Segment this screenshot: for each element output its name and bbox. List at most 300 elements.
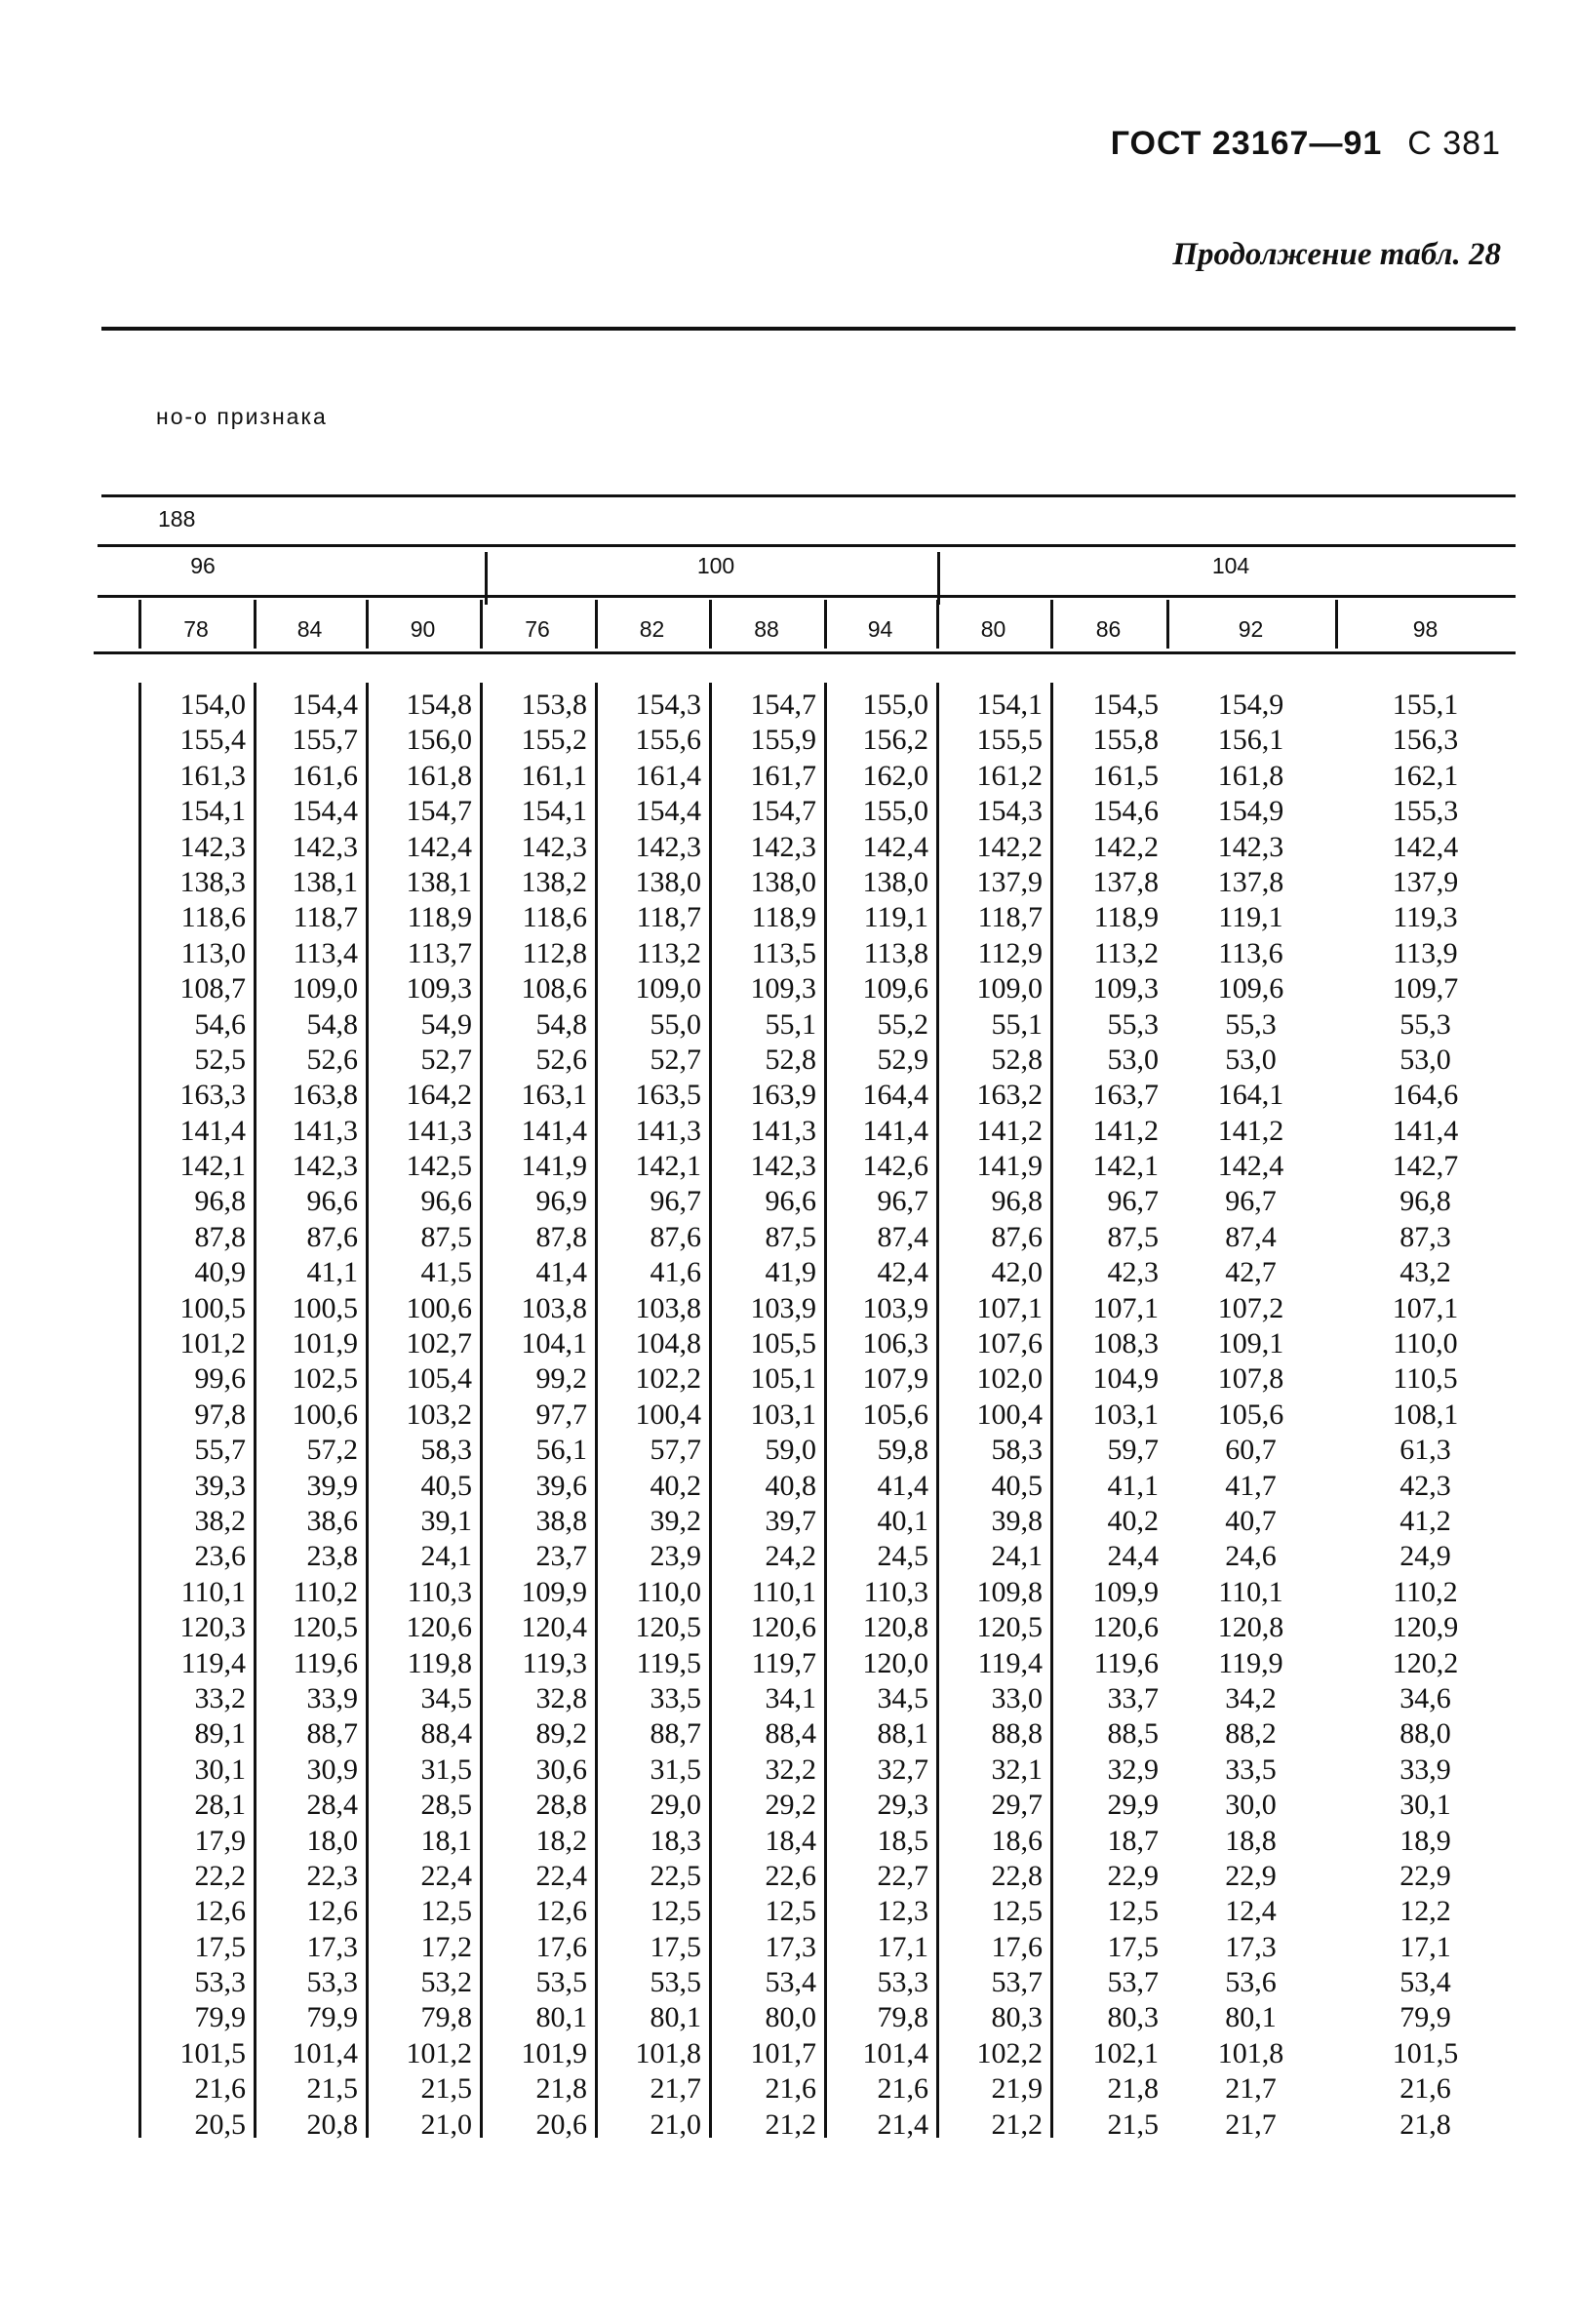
table-cell: 119,1 <box>863 901 928 934</box>
table-cell: 109,1 <box>1217 1327 1284 1360</box>
table-cell: 24,4 <box>1107 1540 1159 1573</box>
table-column <box>942 688 1043 2143</box>
table-cell: 118,9 <box>1093 901 1159 934</box>
table-cell: 118,7 <box>977 901 1043 934</box>
table-cell: 53,3 <box>877 1966 928 1999</box>
table-cell: 88,4 <box>420 1717 472 1751</box>
table-cell: 80,1 <box>535 2001 587 2034</box>
body-divider <box>824 683 827 2138</box>
table-cell: 142,3 <box>521 830 587 863</box>
table-cell: 101,8 <box>1217 2036 1284 2069</box>
table-cell: 101,4 <box>292 2036 358 2069</box>
table-cell: 141,4 <box>862 1114 928 1147</box>
table-cell: 21,9 <box>991 2072 1043 2106</box>
table-cell: 155,2 <box>521 724 587 757</box>
table-cell: 12,5 <box>650 1895 701 1928</box>
standard-number: ГОСТ 23167—91 <box>1110 125 1383 162</box>
table-cell: 22,2 <box>194 1859 246 1892</box>
table-cell: 138,0 <box>635 865 701 898</box>
group-label-188: 188 <box>158 506 196 532</box>
table-column <box>1172 688 1329 2143</box>
table-cell: 21,0 <box>650 2107 701 2141</box>
table-cell: 141,4 <box>521 1114 587 1147</box>
column-divider <box>1166 600 1169 649</box>
group-divider <box>485 552 488 605</box>
table-cell: 142,1 <box>1092 1150 1159 1183</box>
table-cell: 33,0 <box>991 1681 1043 1714</box>
table-cell: 141,3 <box>292 1114 358 1147</box>
table-cell: 109,3 <box>750 972 816 1005</box>
table-cell: 53,3 <box>194 1966 246 1999</box>
table-cell: 12,5 <box>420 1895 472 1928</box>
table-cell: 30,9 <box>306 1753 358 1786</box>
table-cell: 29,0 <box>650 1789 701 1822</box>
table-cell: 52,9 <box>877 1043 928 1076</box>
table-cell: 142,4 <box>862 830 928 863</box>
table-cell: 138,3 <box>179 865 246 898</box>
table-cell: 163,5 <box>635 1079 701 1112</box>
table-cell: 154,1 <box>976 689 1043 721</box>
table-cell: 118,9 <box>407 901 472 934</box>
table-cell: 155,7 <box>292 724 358 757</box>
table-cell: 109,0 <box>292 972 358 1005</box>
header-rule <box>94 651 1516 654</box>
table-cell: 20,8 <box>306 2107 358 2141</box>
table-cell: 142,4 <box>406 830 472 863</box>
table-cell: 89,1 <box>194 1717 246 1751</box>
table-cell: 155,5 <box>976 724 1043 757</box>
table-cell: 100,6 <box>406 1291 472 1324</box>
table-cell: 12,6 <box>535 1895 587 1928</box>
table-cell: 137,8 <box>1092 865 1159 898</box>
table-cell: 33,5 <box>1225 1753 1277 1786</box>
table-cell: 21,2 <box>991 2107 1043 2141</box>
table-cell: 38,8 <box>535 1504 587 1537</box>
table-cell: 52,8 <box>991 1043 1043 1076</box>
table-cell: 79,8 <box>420 2001 472 2034</box>
table-cell: 41,6 <box>650 1256 701 1289</box>
table-cell: 29,3 <box>877 1789 928 1822</box>
table-cell: 155,1 <box>1392 689 1459 721</box>
table-cell: 100,6 <box>292 1398 358 1431</box>
table-cell: 118,9 <box>751 901 816 934</box>
table-cell: 40,9 <box>194 1256 246 1289</box>
table-cell: 138,2 <box>521 865 587 898</box>
table-cell: 96,6 <box>765 1185 816 1218</box>
table-column <box>830 688 928 2143</box>
table-cell: 107,2 <box>1217 1291 1284 1324</box>
column-divider <box>366 600 369 649</box>
table-cell: 60,7 <box>1225 1434 1277 1467</box>
table-cell: 31,5 <box>420 1753 472 1786</box>
table-cell: 39,6 <box>535 1469 587 1502</box>
table-cell: 79,9 <box>1400 2001 1451 2034</box>
table-cell: 119,6 <box>293 1646 358 1679</box>
table-cell: 141,2 <box>976 1114 1043 1147</box>
table-cell: 41,9 <box>765 1256 816 1289</box>
table-cell: 21,7 <box>1225 2107 1277 2141</box>
table-cell: 113,6 <box>1218 936 1283 969</box>
table-cell: 88,7 <box>650 1717 701 1751</box>
table-cell: 32,8 <box>535 1681 587 1714</box>
table-cell: 53,5 <box>535 1966 587 1999</box>
table-cell: 119,3 <box>522 1646 587 1679</box>
table-cell: 103,9 <box>750 1291 816 1324</box>
table-cell: 52,8 <box>765 1043 816 1076</box>
table-cell: 101,5 <box>179 2036 246 2069</box>
table-cell: 108,7 <box>179 972 246 1005</box>
table-cell: 56,1 <box>535 1434 587 1467</box>
table-cell: 161,2 <box>976 759 1043 792</box>
table-cell: 120,5 <box>635 1611 701 1644</box>
table-cell: 39,3 <box>194 1469 246 1502</box>
table-cell: 17,6 <box>991 1930 1043 1963</box>
table-cell: 112,9 <box>977 936 1043 969</box>
page-number: С 381 <box>1407 125 1501 162</box>
table-cell: 34,5 <box>420 1681 472 1714</box>
body-divider <box>595 683 598 2138</box>
table-cell: 99,2 <box>535 1362 587 1396</box>
column-header: 94 <box>867 616 893 642</box>
table-cell: 103,9 <box>862 1291 928 1324</box>
table-cell: 17,6 <box>535 1930 587 1963</box>
table-cell: 102,0 <box>976 1362 1043 1396</box>
table-cell: 18,5 <box>877 1824 928 1857</box>
table-cell: 40,2 <box>650 1469 701 1502</box>
table-cell: 24,6 <box>1225 1540 1277 1573</box>
column-header: 82 <box>639 616 665 642</box>
table-cell: 101,2 <box>179 1327 246 1360</box>
table-cell: 141,2 <box>1092 1114 1159 1147</box>
table-cell: 34,6 <box>1400 1681 1451 1714</box>
table-cell: 137,9 <box>976 865 1043 898</box>
table-cell: 142,4 <box>1392 830 1459 863</box>
table-cell: 142,6 <box>862 1150 928 1183</box>
table-cell: 154,4 <box>292 795 358 828</box>
table-cell: 119,5 <box>636 1646 701 1679</box>
column-header: 78 <box>183 616 209 642</box>
column-header: 92 <box>1238 616 1264 642</box>
table-cell: 107,1 <box>1392 1291 1459 1324</box>
table-cell: 21,5 <box>420 2072 472 2106</box>
table-cell: 96,6 <box>420 1185 472 1218</box>
table-column <box>1056 688 1159 2143</box>
column-divider <box>595 600 598 649</box>
table-cell: 102,7 <box>406 1327 472 1360</box>
table-cell: 101,9 <box>292 1327 358 1360</box>
table-cell: 87,8 <box>535 1220 587 1253</box>
table-cell: 118,7 <box>636 901 701 934</box>
table-cell: 101,4 <box>862 2036 928 2069</box>
table-cell: 58,3 <box>420 1434 472 1467</box>
table-cell: 17,5 <box>1107 1930 1159 1963</box>
table-cell: 39,9 <box>306 1469 358 1502</box>
table-cell: 54,9 <box>420 1007 472 1041</box>
table-cell: 155,4 <box>179 724 246 757</box>
table-cell: 53,0 <box>1107 1043 1159 1076</box>
column-header: 90 <box>410 616 436 642</box>
table-cell: 154,4 <box>635 795 701 828</box>
table-cell: 161,5 <box>1092 759 1159 792</box>
table-cell: 23,6 <box>194 1540 246 1573</box>
table-cell: 21,8 <box>535 2072 587 2106</box>
table-cell: 42,3 <box>1107 1256 1159 1289</box>
table-cell: 17,1 <box>877 1930 928 1963</box>
table-cell: 119,8 <box>407 1646 472 1679</box>
table-cell: 99,6 <box>194 1362 246 1396</box>
table-cell: 39,8 <box>991 1504 1043 1537</box>
table-cell: 154,3 <box>635 689 701 721</box>
table-cell: 106,3 <box>862 1327 928 1360</box>
table-cell: 53,6 <box>1225 1966 1277 1999</box>
table-cell: 28,5 <box>420 1789 472 1822</box>
table-cell: 155,9 <box>750 724 816 757</box>
table-cell: 161,8 <box>1217 759 1284 792</box>
table-cell: 21,5 <box>1107 2107 1159 2141</box>
column-divider <box>709 600 712 649</box>
table-cell: 41,4 <box>535 1256 587 1289</box>
table-cell: 113,0 <box>180 936 246 969</box>
table-cell: 89,2 <box>535 1717 587 1751</box>
body-divider <box>709 683 712 2138</box>
column-divider <box>254 600 256 649</box>
table-cell: 87,8 <box>194 1220 246 1253</box>
table-cell: 52,5 <box>194 1043 246 1076</box>
table-cell: 109,9 <box>521 1575 587 1608</box>
table-cell: 163,1 <box>521 1079 587 1112</box>
table-cell: 138,1 <box>406 865 472 898</box>
table-cell: 105,6 <box>1217 1398 1284 1431</box>
table-cell: 52,6 <box>306 1043 358 1076</box>
table-cell: 30,1 <box>194 1753 246 1786</box>
table-cell: 142,3 <box>750 830 816 863</box>
table-cell: 120,8 <box>1217 1611 1284 1644</box>
table-cell: 161,4 <box>635 759 701 792</box>
table-cell: 120,8 <box>862 1611 928 1644</box>
column-header: 80 <box>980 616 1006 642</box>
table-cell: 53,0 <box>1225 1043 1277 1076</box>
table-cell: 40,7 <box>1225 1504 1277 1537</box>
table-cell: 154,7 <box>750 795 816 828</box>
table-cell: 120,9 <box>1392 1611 1459 1644</box>
table-cell: 96,7 <box>650 1185 701 1218</box>
body-divider <box>366 683 369 2138</box>
table-cell: 59,8 <box>877 1434 928 1467</box>
table-cell: 119,4 <box>977 1646 1043 1679</box>
table-cell: 105,6 <box>862 1398 928 1431</box>
table-cell: 33,7 <box>1107 1681 1159 1714</box>
table-cell: 156,1 <box>1217 724 1284 757</box>
table-cell: 88,8 <box>991 1717 1043 1751</box>
table-cell: 118,6 <box>522 901 587 934</box>
top-rule <box>101 327 1516 331</box>
header-rule <box>98 595 1516 598</box>
table-cell: 53,0 <box>1400 1043 1451 1076</box>
table-cell: 42,4 <box>877 1256 928 1289</box>
table-cell: 33,9 <box>1400 1753 1451 1786</box>
column-divider <box>1335 600 1338 649</box>
column-header: 84 <box>296 616 323 642</box>
table-cell: 55,0 <box>650 1007 701 1041</box>
table-cell: 108,3 <box>1092 1327 1159 1360</box>
table-cell: 33,9 <box>306 1681 358 1714</box>
table-cell: 120,6 <box>750 1611 816 1644</box>
table-cell: 154,1 <box>521 795 587 828</box>
table-cell: 42,0 <box>991 1256 1043 1289</box>
table-cell: 53,3 <box>306 1966 358 1999</box>
table-cell: 142,2 <box>1092 830 1159 863</box>
table-cell: 107,6 <box>976 1327 1043 1360</box>
table-cell: 120,5 <box>292 1611 358 1644</box>
table-cell: 29,7 <box>991 1789 1043 1822</box>
table-cell: 104,8 <box>635 1327 701 1360</box>
column-header: 86 <box>1095 616 1122 642</box>
table-cell: 21,7 <box>1225 2072 1277 2106</box>
table-cell: 79,9 <box>194 2001 246 2034</box>
table-cell: 88,2 <box>1225 1717 1277 1751</box>
table-cell: 107,9 <box>862 1362 928 1396</box>
table-cell: 55,7 <box>194 1434 246 1467</box>
table-cell: 53,5 <box>650 1966 701 1999</box>
table-cell: 153,8 <box>521 689 587 721</box>
table-cell: 105,5 <box>750 1327 816 1360</box>
table-cell: 18,7 <box>1107 1824 1159 1857</box>
table-cell: 20,5 <box>194 2107 246 2141</box>
table-cell: 110,3 <box>863 1575 928 1608</box>
table-cell: 101,7 <box>750 2036 816 2069</box>
table-cell: 120,6 <box>1092 1611 1159 1644</box>
table-cell: 100,4 <box>635 1398 701 1431</box>
table-cell: 107,1 <box>1092 1291 1159 1324</box>
table-cell: 30,1 <box>1400 1789 1451 1822</box>
table-cell: 142,3 <box>750 1150 816 1183</box>
body-divider <box>1050 683 1053 2138</box>
table-cell: 29,9 <box>1107 1789 1159 1822</box>
header-fragment-text: но-о признака <box>156 404 328 429</box>
table-cell: 18,0 <box>306 1824 358 1857</box>
table-cell: 41,2 <box>1400 1504 1451 1537</box>
table-cell: 80,1 <box>650 2001 701 2034</box>
table-cell: 154,7 <box>750 689 816 721</box>
table-cell: 142,1 <box>179 1150 246 1183</box>
table-cell: 103,2 <box>406 1398 472 1431</box>
table-cell: 33,2 <box>194 1681 246 1714</box>
table-cell: 154,3 <box>976 795 1043 828</box>
table-cell: 32,2 <box>765 1753 816 1786</box>
table-cell: 54,6 <box>194 1007 246 1041</box>
table-cell: 161,7 <box>750 759 816 792</box>
table-cell: 120,6 <box>406 1611 472 1644</box>
table-cell: 23,7 <box>535 1540 587 1573</box>
table-cell: 18,6 <box>991 1824 1043 1857</box>
table-cell: 142,3 <box>1217 830 1284 863</box>
table-cell: 21,6 <box>194 2072 246 2106</box>
table-cell: 22,9 <box>1225 1859 1277 1892</box>
table-cell: 113,7 <box>407 936 472 969</box>
table-cell: 120,0 <box>862 1646 928 1679</box>
table-cell: 164,6 <box>1392 1079 1459 1112</box>
table-cell: 100,5 <box>292 1291 358 1324</box>
body-divider <box>254 683 256 2138</box>
table-cell: 22,4 <box>420 1859 472 1892</box>
table-cell: 18,8 <box>1225 1824 1277 1857</box>
table-cell: 164,1 <box>1217 1079 1284 1112</box>
table-cell: 163,9 <box>750 1079 816 1112</box>
table-cell: 103,1 <box>750 1398 816 1431</box>
table-cell: 110,0 <box>636 1575 701 1608</box>
table-cell: 18,2 <box>535 1824 587 1857</box>
table-cell: 137,9 <box>1392 865 1459 898</box>
group-divider <box>937 552 940 605</box>
table-cell: 102,5 <box>292 1362 358 1396</box>
table-cell: 163,8 <box>292 1079 358 1112</box>
table-cell: 119,6 <box>1093 1646 1159 1679</box>
table-cell: 107,8 <box>1217 1362 1284 1396</box>
table-cell: 21,4 <box>877 2107 928 2141</box>
table-cell: 42,3 <box>1400 1469 1451 1502</box>
table-cell: 101,5 <box>1392 2036 1459 2069</box>
table-cell: 110,1 <box>180 1575 246 1608</box>
document-code <box>1111 125 1501 163</box>
table-cell: 54,8 <box>306 1007 358 1041</box>
table-cell: 142,3 <box>292 830 358 863</box>
table-cell: 79,8 <box>877 2001 928 2034</box>
table-cell: 100,4 <box>976 1398 1043 1431</box>
table-cell: 108,1 <box>1392 1398 1459 1431</box>
table-cell: 18,4 <box>765 1824 816 1857</box>
table-cell: 155,8 <box>1092 724 1159 757</box>
table-cell: 59,0 <box>765 1434 816 1467</box>
table-cell: 24,2 <box>765 1540 816 1573</box>
table-cell: 155,0 <box>862 689 928 721</box>
table-column <box>259 688 358 2143</box>
table-cell: 80,1 <box>1225 2001 1277 2034</box>
table-cell: 30,6 <box>535 1753 587 1786</box>
table-cell: 154,7 <box>406 795 472 828</box>
table-cell: 23,8 <box>306 1540 358 1573</box>
table-cell: 104,9 <box>1092 1362 1159 1396</box>
table-cell: 22,9 <box>1400 1859 1451 1892</box>
table-cell: 12,5 <box>765 1895 816 1928</box>
table-cell: 109,3 <box>1092 972 1159 1005</box>
table-cell: 53,4 <box>765 1966 816 1999</box>
table-cell: 142,7 <box>1392 1150 1459 1183</box>
table-cell: 142,1 <box>635 1150 701 1183</box>
body-divider <box>936 683 939 2138</box>
table-cell: 105,1 <box>750 1362 816 1396</box>
table-cell: 12,6 <box>306 1895 358 1928</box>
table-cell: 53,7 <box>991 1966 1043 1999</box>
table-cell: 102,1 <box>1092 2036 1159 2069</box>
table-cell: 17,9 <box>194 1824 246 1857</box>
table-cell: 24,1 <box>991 1540 1043 1573</box>
table-cell: 97,7 <box>535 1398 587 1431</box>
table-column <box>1341 688 1510 2143</box>
table-cell: 110,5 <box>1393 1362 1458 1396</box>
table-cell: 161,1 <box>521 759 587 792</box>
table-cell: 120,3 <box>179 1611 246 1644</box>
table-cell: 87,4 <box>1225 1220 1277 1253</box>
table-cell: 29,2 <box>765 1789 816 1822</box>
table-cell: 163,7 <box>1092 1079 1159 1112</box>
table-cell: 22,4 <box>535 1859 587 1892</box>
table-cell: 34,5 <box>877 1681 928 1714</box>
table-cell: 87,5 <box>1107 1220 1159 1253</box>
table-cell: 110,3 <box>407 1575 472 1608</box>
table-cell: 21,6 <box>1400 2072 1451 2106</box>
table-column <box>372 688 472 2143</box>
table-cell: 154,6 <box>1092 795 1159 828</box>
